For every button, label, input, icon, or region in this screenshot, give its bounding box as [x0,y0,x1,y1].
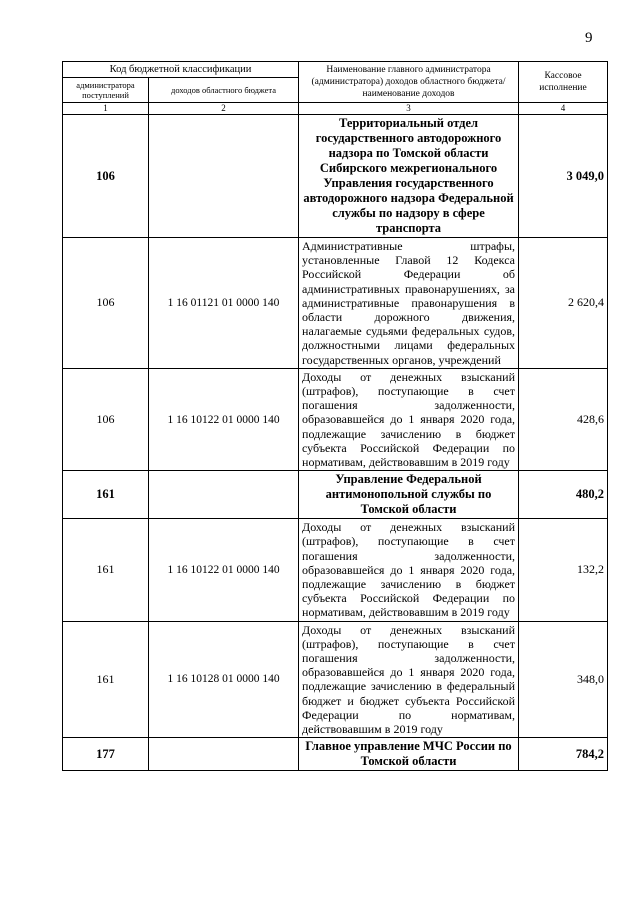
amount: 2 620,4 [519,238,608,369]
income-name: Территориальный отдел государственного автодорожного надзора по Томской области Сибирского межрегионального Управления государственного автодорожного надзора Федеральной службы по надзору в сфере транспорта [299,115,519,238]
amount: 132,2 [519,519,608,621]
table-body [63,115,608,771]
header-amount: Кассовое исполнение [519,62,608,103]
table-row-section [63,115,608,238]
admin-code: 106 [63,368,149,470]
income-code: 1 16 01121 01 0000 140 [149,238,299,369]
income-name: Доходы от денежных взысканий (штрафов), поступающие в счет погашения задолженности, образовавшейся до 1 января 2020 года, подлежащие зачислению в бюджет субъекта Российской Федерации по нормативам, действовавшим в 2019 году [299,368,519,470]
income-code [149,115,299,238]
admin-code: 106 [63,238,149,369]
amount: 784,2 [519,738,608,771]
table-header [63,62,608,115]
budget-table [62,61,608,771]
table-row [63,238,608,369]
table-row-section [63,471,608,519]
header-num-1: 1 [63,103,149,115]
income-name: Управление Федеральной антимонопольной службы по Томской области [299,471,519,519]
table-row [63,621,608,738]
income-name: Административные штрафы, установленные Главой 12 Кодекса Российской Федерации об административных правонарушениях, за административные правонарушения в области дорожного движения, налагаемые судьями федеральных судов, должностными лицами федеральных государственных органов, учреждений [299,238,519,369]
admin-code: 161 [63,621,149,738]
admin-code: 106 [63,115,149,238]
table-row [63,368,608,470]
header-num-4: 4 [519,103,608,115]
amount: 3 049,0 [519,115,608,238]
amount: 348,0 [519,621,608,738]
amount: 480,2 [519,471,608,519]
income-name: Доходы от денежных взысканий (штрафов), поступающие в счет погашения задолженности, образовавшейся до 1 января 2020 года, подлежащие зачислению в федеральный бюджет и бюджет субъекта Российской Федерации по нормативам, действовавшим в 2019 году [299,621,519,738]
admin-code: 161 [63,519,149,621]
income-name: Доходы от денежных взысканий (штрафов), поступающие в счет погашения задолженности, образовавшейся до 1 января 2020 года, подлежащие зачислению в бюджет субъекта Российской Федерации по нормативам, действовавшим в 2019 году [299,519,519,621]
income-name: Главное управление МЧС России по Томской области [299,738,519,771]
header-income-code: доходов областного бюджета [149,78,299,103]
admin-code: 161 [63,471,149,519]
header-num-3: 3 [299,103,519,115]
header-admin: администратора поступлений [63,78,149,103]
amount: 428,6 [519,368,608,470]
income-code: 1 16 10122 01 0000 140 [149,368,299,470]
income-code: 1 16 10128 01 0000 140 [149,621,299,738]
income-code [149,738,299,771]
header-num-2: 2 [149,103,299,115]
income-code [149,471,299,519]
header-name: Наименование главного администратора (администратора) доходов областного бюджета/ наименование доходов [299,62,519,103]
header-code-group: Код бюджетной классификации [63,62,299,78]
admin-code: 177 [63,738,149,771]
page-number: 9 [585,30,593,46]
table-row-section [63,738,608,771]
income-code: 1 16 10122 01 0000 140 [149,519,299,621]
table-row [63,519,608,621]
